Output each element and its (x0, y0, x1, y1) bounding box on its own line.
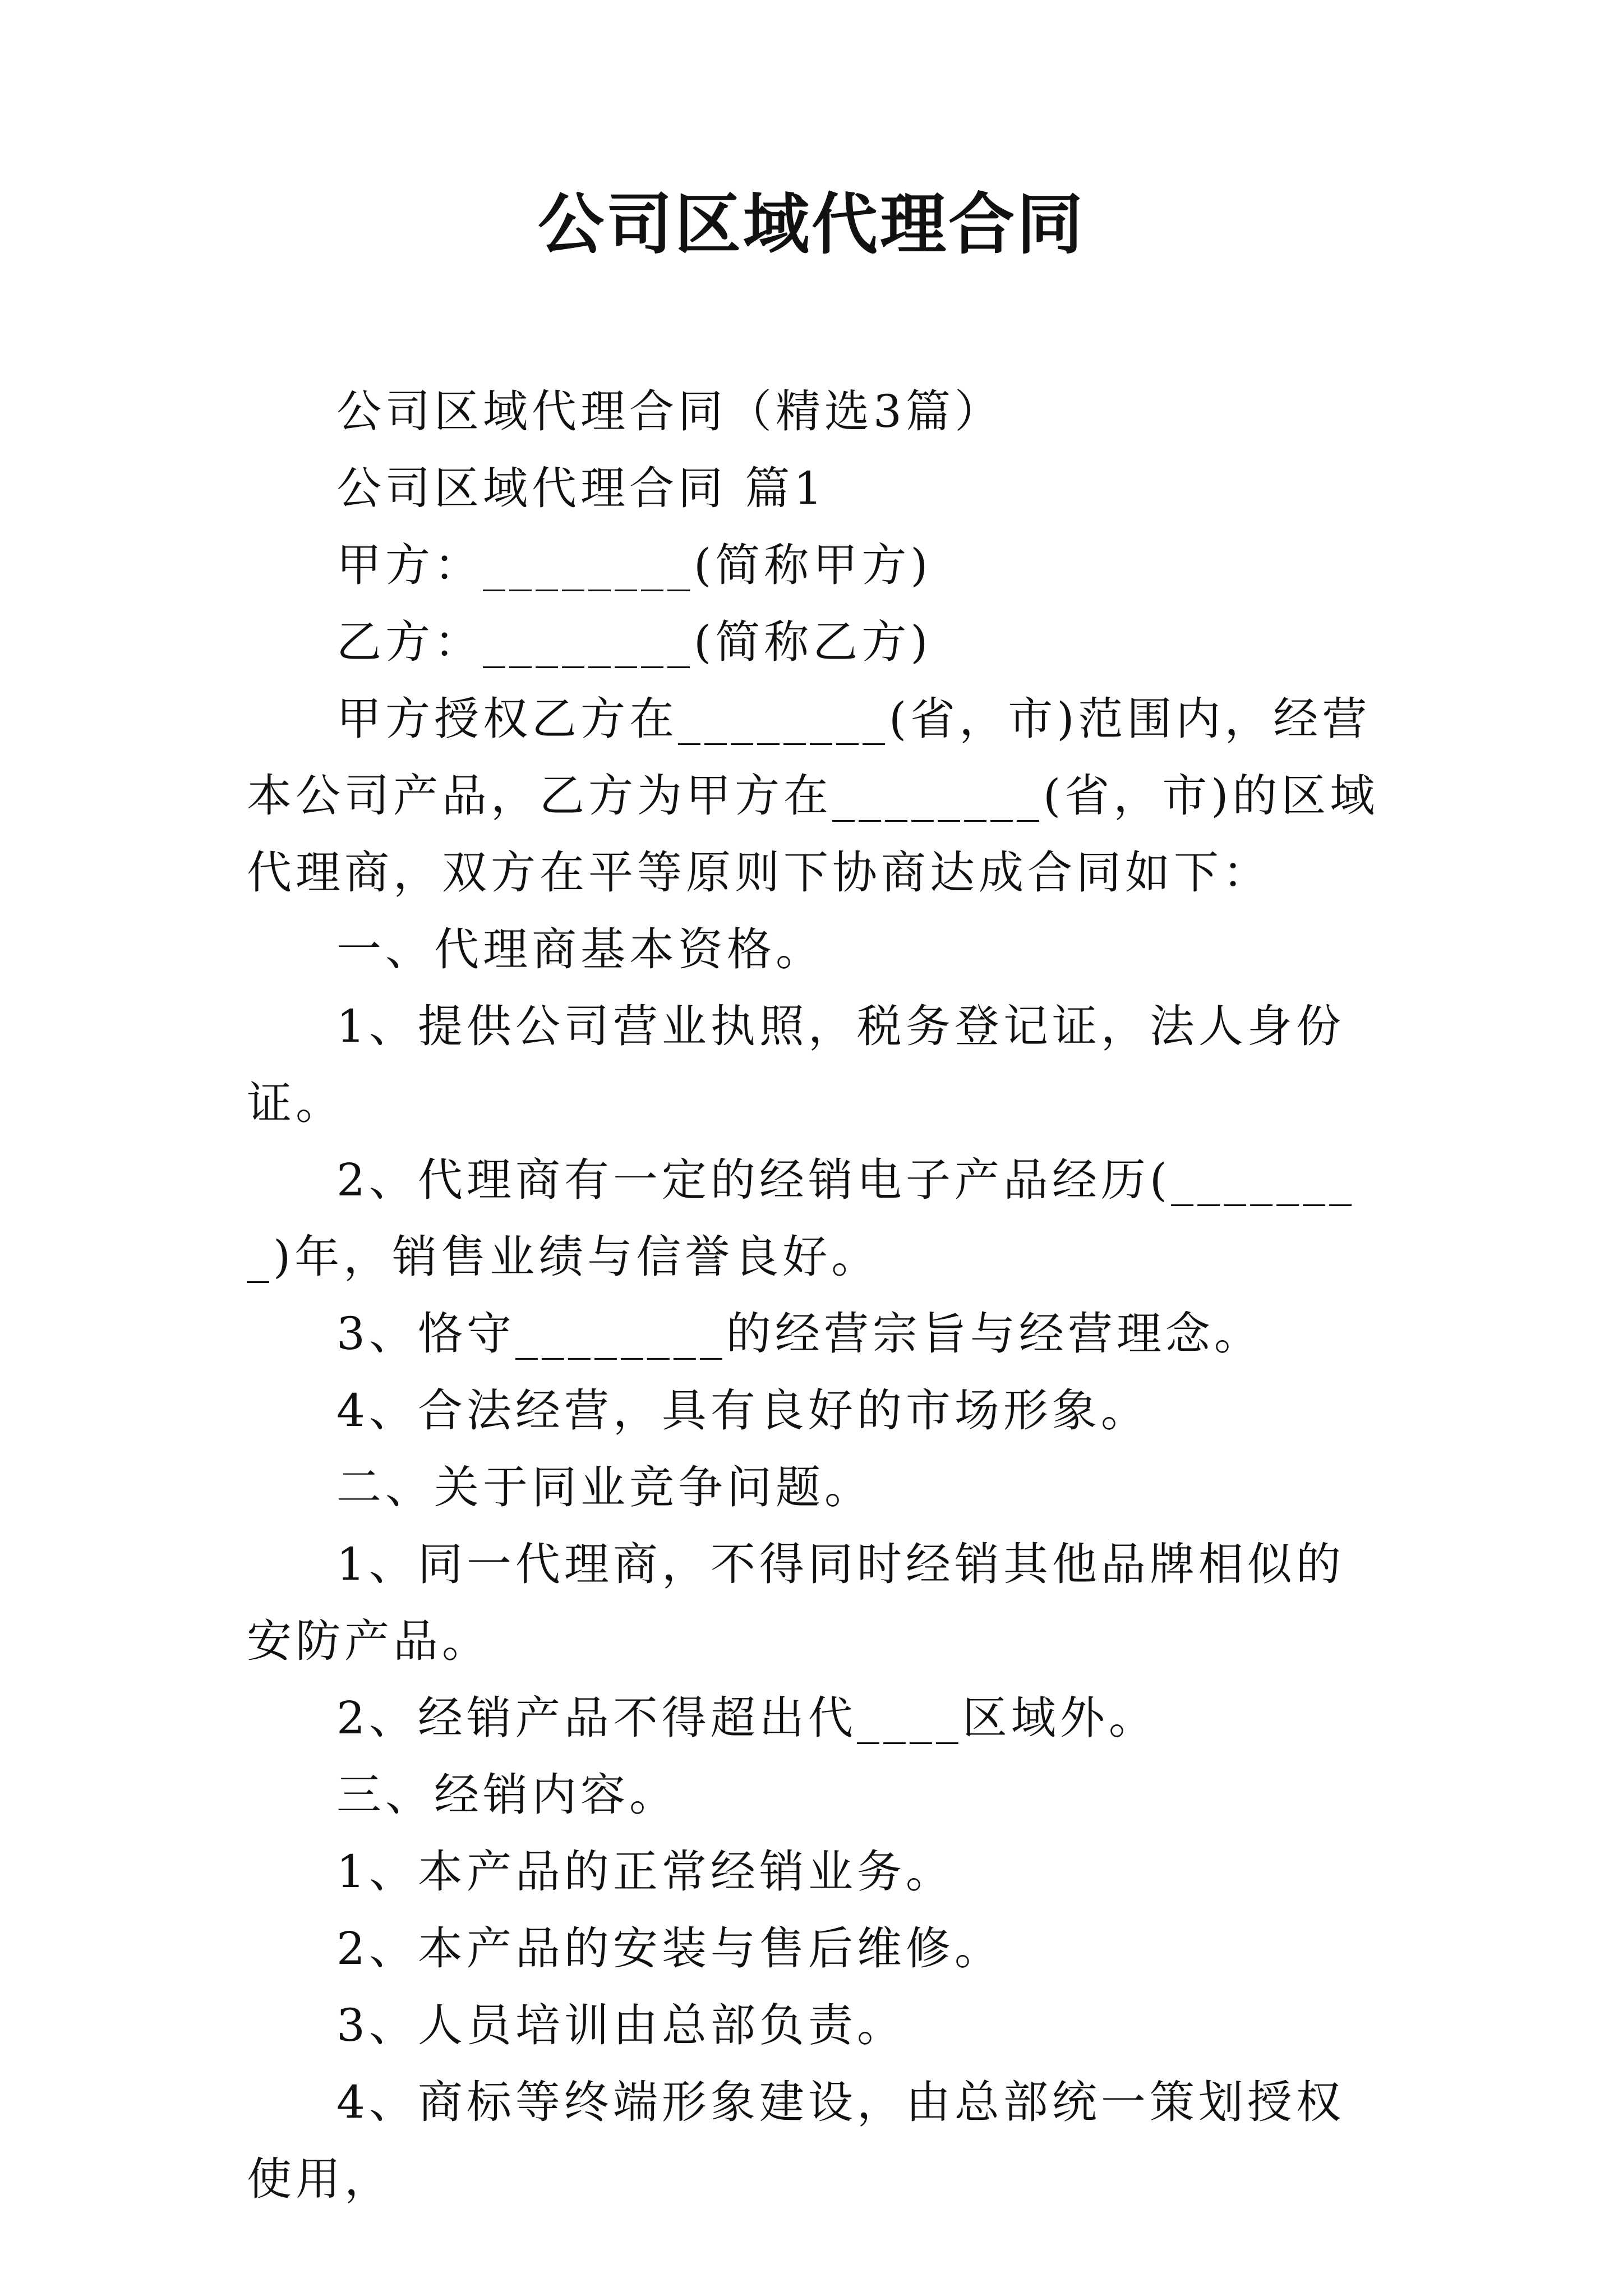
paragraph-authorization: 甲方授权乙方在________(省，市)范围内，经营本公司产品，乙方为甲方在________(省，市)的区域代理商，双方在平等原则下协商达成合同如下： (247, 693, 1379, 899)
paragraph-clause-3-1: 1、本产品的正常经销业务。 (336, 1846, 955, 1898)
paragraph-clause-1-3: 3、恪守________的经营宗旨与经营理念。 (336, 1308, 1263, 1360)
paragraph-clause-3-4: 4、商标等终端形象建设，由总部统一策划授权使用， (247, 2076, 1345, 2205)
paragraph-clause-1-4: 4、合法经营，具有良好的市场形象。 (336, 1384, 1150, 1437)
paragraph-party-b: 乙方：________(简称乙方) (336, 616, 932, 668)
paragraph-clause-2-2: 2、经销产品不得超出代____区域外。 (336, 1692, 1158, 1744)
paragraph-clause-3-heading: 三、经销内容。 (336, 1769, 678, 1821)
document-body (247, 373, 1385, 2217)
paragraph-clause-3-3: 3、人员培训由总部负责。 (336, 1999, 906, 2051)
paragraph-subtitle: 公司区域代理合同（精选3篇） (336, 385, 1003, 438)
paragraph-clause-2-1: 1、同一代理商，不得同时经销其他品牌相似的安防产品。 (247, 1538, 1345, 1667)
paragraph-clause-1-heading: 一、代理商基本资格。 (336, 923, 824, 976)
paragraph-clause-3-2: 2、本产品的安装与售后维修。 (336, 1922, 1003, 1975)
document-title: 公司区域代理合同 (537, 185, 1085, 263)
paragraph-party-a: 甲方：________(简称甲方) (336, 539, 932, 591)
paragraph-section-heading: 公司区域代理合同 篇1 (336, 462, 827, 514)
paragraph-clause-1-1: 1、提供公司营业执照，税务登记证，法人身份证。 (247, 1000, 1345, 1129)
paragraph-clause-2-heading: 二、关于同业竞争问题。 (336, 1461, 873, 1513)
paragraph-clause-1-2: 2、代理商有一定的经销电子产品经历(________)年，销售业绩与信誉良好。 (247, 1154, 1356, 1283)
